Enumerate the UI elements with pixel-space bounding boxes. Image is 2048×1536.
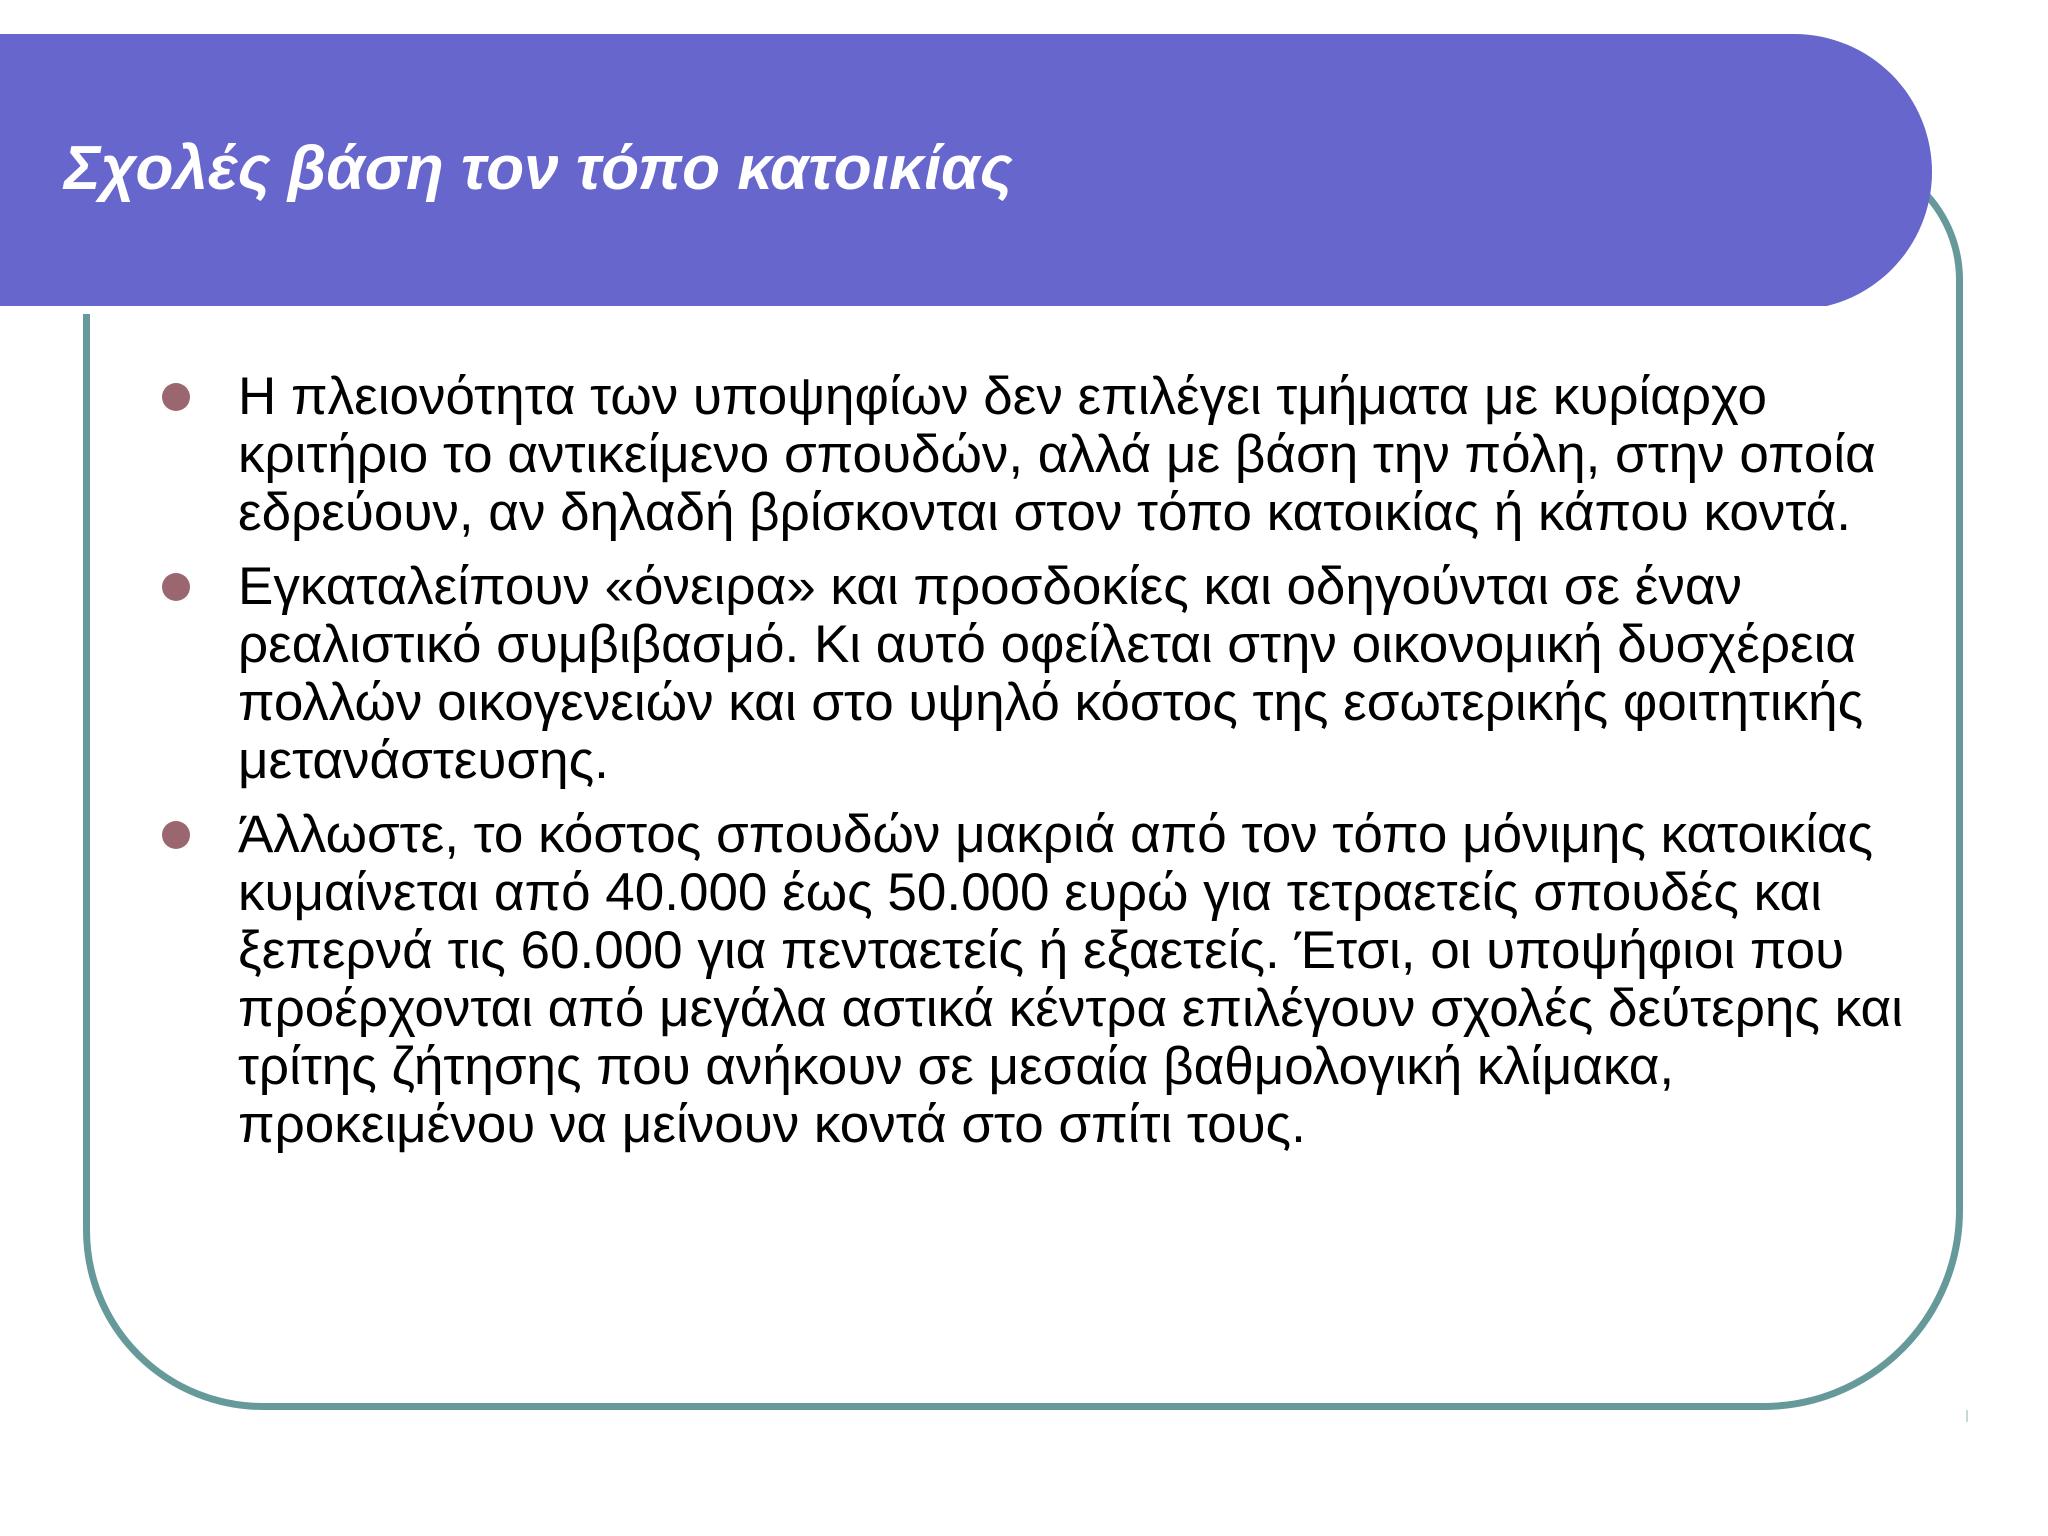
bullet-item	[160, 368, 1920, 542]
slide-title: Σχολές βάση τον τόπο κατοικίας	[64, 134, 1013, 203]
bullet-dot-icon	[162, 821, 190, 849]
bullet-text: Εγκαταλείπουν «όνειρα» και προσδοκίες και οδηγούνται σε έναν ρεαλιστικό συμβιβασμό. Κι αυτό οφείλεται στην οικονομική δυσχέρεια πολλών οικογενειών και στο υψηλό κόστος της εσωτερικής φοιτητικής μετανάστευσης.	[238, 557, 1864, 790]
bullet-item	[160, 558, 1920, 790]
title-underline	[0, 306, 1830, 314]
bullet-dot-icon	[162, 383, 190, 411]
bullet-dot-icon	[162, 573, 190, 601]
bullet-item	[160, 806, 1920, 1154]
corner-mark	[1966, 1410, 1968, 1422]
bullet-text: Άλλωστε, το κόστος σπουδών μακριά από τον τόπο μόνιμης κατοικίας κυμαίνεται από 40.000 έως 50.000 ευρώ για τετραετείς σπουδές και ξεπερνά τις 60.000 για πενταετείς ή εξαετείς. Έτσι, οι υποψήφιοι που προέρχονται από μεγάλα αστικά κέντρα επιλέγουν σχολές δεύτερης και τρίτης ζήτησης που ανήκουν σε μεσαία βαθμολογική κλίμακα, προκειμένου να μείνουν κοντά στο σπίτι τους.	[238, 805, 1903, 1154]
bullet-list	[160, 368, 1920, 1170]
bullet-text: Η πλειονότητα των υποψηφίων δεν επιλέγει τμήματα με κυρίαρχο κριτήριο το αντικείμενο σπουδών, αλλά με βάση την πόλη, στην οποία εδρεύουν, αν δηλαδή βρίσκονται στον τόπο κατοικίας ή κάπου κοντά.	[238, 367, 1876, 542]
